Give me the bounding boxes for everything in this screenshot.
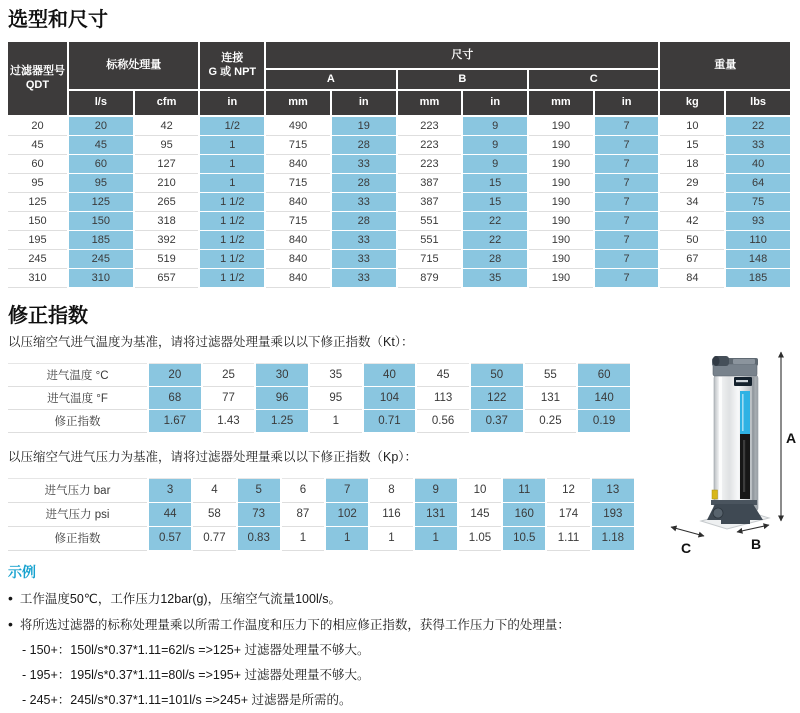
cell: 75 xyxy=(725,192,791,211)
cell: 7 xyxy=(594,116,660,136)
cell: 125 xyxy=(8,192,68,211)
cell: 33 xyxy=(331,249,397,268)
cell: 223 xyxy=(397,135,463,154)
cell: 33 xyxy=(725,135,791,154)
cell: 0.56 xyxy=(416,409,470,432)
cell: 1.11 xyxy=(546,526,590,550)
cell: 20 xyxy=(8,116,68,136)
cell: 7 xyxy=(594,154,660,173)
cell: 223 xyxy=(397,116,463,136)
cell: 490 xyxy=(265,116,331,136)
cell: 840 xyxy=(265,249,331,268)
cell: 0.25 xyxy=(524,409,578,432)
cell: 318 xyxy=(134,211,200,230)
cell: 28 xyxy=(331,211,397,230)
cell: 35 xyxy=(462,268,528,287)
cell: 190 xyxy=(528,268,594,287)
cell: 7 xyxy=(594,135,660,154)
cell: 1 xyxy=(199,154,265,173)
cell: 551 xyxy=(397,230,463,249)
cell: 58 xyxy=(192,502,236,526)
cell: 387 xyxy=(397,192,463,211)
cell: 15 xyxy=(462,192,528,211)
cell: 1 1/2 xyxy=(199,268,265,287)
table-row xyxy=(8,192,791,211)
cell: 0.83 xyxy=(237,526,281,550)
cell: 34 xyxy=(659,192,725,211)
cell: 879 xyxy=(397,268,463,287)
cell: 95 xyxy=(68,173,134,192)
unit-header: mm xyxy=(528,90,594,116)
example-case: - 195+：195l/s*0.37*1.11=80l/s =>195+ 过滤器处理量不够大。 xyxy=(22,667,370,682)
cell: 210 xyxy=(134,173,200,192)
cell: 18 xyxy=(659,154,725,173)
table-row xyxy=(8,478,635,502)
cell: 840 xyxy=(265,192,331,211)
cell: 9 xyxy=(462,116,528,136)
unit-header: cfm xyxy=(134,90,200,116)
cell: 150 xyxy=(68,211,134,230)
kt-intro-text: 以压缩空气进气温度为基准，请将过滤器处理量乘以以下修正指数（Kt）： xyxy=(8,334,414,349)
table-row xyxy=(8,249,791,268)
table-row xyxy=(8,154,791,173)
cell: 657 xyxy=(134,268,200,287)
table-row xyxy=(8,386,631,409)
blue-label-strip xyxy=(740,391,750,434)
example-case: - 245+：245l/s*0.37*1.11=101l/s =>245+ 过滤器是所需的。 xyxy=(22,692,352,707)
unit-header: in xyxy=(199,90,265,116)
cell: 22 xyxy=(725,116,791,136)
cell: 1 xyxy=(325,526,369,550)
cell: 7 xyxy=(594,268,660,287)
cell: 1.67 xyxy=(148,409,202,432)
cell: 60 xyxy=(8,154,68,173)
cell: 1.18 xyxy=(591,526,635,550)
cell: 190 xyxy=(528,249,594,268)
cell: 9 xyxy=(462,135,528,154)
cell: 19 xyxy=(331,116,397,136)
cell: 67 xyxy=(659,249,725,268)
cell: 840 xyxy=(265,230,331,249)
cell: 840 xyxy=(265,268,331,287)
cell: 84 xyxy=(659,268,725,287)
cell: 28 xyxy=(331,135,397,154)
header-weight: 重量 xyxy=(659,42,791,90)
unit-header: in xyxy=(331,90,397,116)
cell: 1 xyxy=(309,409,363,432)
unit-header: mm xyxy=(397,90,463,116)
cell: 50 xyxy=(659,230,725,249)
cell: 131 xyxy=(414,502,458,526)
cell: 160 xyxy=(502,502,546,526)
cell: 30 xyxy=(255,363,309,386)
table-row xyxy=(8,230,791,249)
cell: 193 xyxy=(591,502,635,526)
cell: 223 xyxy=(397,154,463,173)
cell: 6 xyxy=(281,478,325,502)
dim-label-a: A xyxy=(786,430,797,446)
cell: 40 xyxy=(363,363,417,386)
cell: 44 xyxy=(148,502,192,526)
cell: 245 xyxy=(68,249,134,268)
row-label: 修正指数 xyxy=(8,409,148,432)
cell: 185 xyxy=(725,268,791,287)
unit-header: in xyxy=(594,90,660,116)
header-dim-c: C xyxy=(528,69,659,90)
cell: 8 xyxy=(369,478,413,502)
cell: 102 xyxy=(325,502,369,526)
unit-header: mm xyxy=(265,90,331,116)
cell: 7 xyxy=(594,249,660,268)
cell: 140 xyxy=(577,386,631,409)
cell: 95 xyxy=(309,386,363,409)
cell: 45 xyxy=(8,135,68,154)
row-label: 进气温度 °F xyxy=(8,386,148,409)
filter-tower xyxy=(707,356,763,524)
header-dim-b: B xyxy=(397,69,528,90)
example-title: 示例 xyxy=(8,563,36,580)
cell: 113 xyxy=(416,386,470,409)
cell: 127 xyxy=(134,154,200,173)
cell: 96 xyxy=(255,386,309,409)
cell: 13 xyxy=(591,478,635,502)
cell: 0.77 xyxy=(192,526,236,550)
header-capacity: 标称处理量 xyxy=(68,42,199,90)
cell: 145 xyxy=(458,502,502,526)
cell: 50 xyxy=(470,363,524,386)
cell: 1 1/2 xyxy=(199,230,265,249)
cell: 33 xyxy=(331,230,397,249)
cell: 22 xyxy=(462,211,528,230)
table-row xyxy=(8,116,791,136)
cell: 3 xyxy=(148,478,192,502)
cell: 95 xyxy=(8,173,68,192)
cell: 11 xyxy=(502,478,546,502)
row-label: 修正指数 xyxy=(8,526,148,550)
cell: 190 xyxy=(528,116,594,136)
cell: 10 xyxy=(458,478,502,502)
cell: 1 1/2 xyxy=(199,211,265,230)
cell: 190 xyxy=(528,154,594,173)
cell: 392 xyxy=(134,230,200,249)
cell: 10.5 xyxy=(502,526,546,550)
page-title: 选型和尺寸 xyxy=(8,9,108,31)
cell: 715 xyxy=(265,173,331,192)
cell: 245 xyxy=(8,249,68,268)
cell: 125 xyxy=(68,192,134,211)
cell: 1 xyxy=(369,526,413,550)
table-row xyxy=(8,211,791,230)
cell: 148 xyxy=(725,249,791,268)
cell: 1 xyxy=(199,135,265,154)
cell: 95 xyxy=(134,135,200,154)
cell: 310 xyxy=(8,268,68,287)
cell: 15 xyxy=(462,173,528,192)
cell: 116 xyxy=(369,502,413,526)
cell: 1/2 xyxy=(199,116,265,136)
cell: 12 xyxy=(546,478,590,502)
cell: 40 xyxy=(725,154,791,173)
cell: 122 xyxy=(470,386,524,409)
cell: 1.05 xyxy=(458,526,502,550)
cell: 190 xyxy=(528,173,594,192)
cell: 20 xyxy=(68,116,134,136)
selection-table xyxy=(8,42,792,288)
row-label: 进气压力 psi xyxy=(8,502,148,526)
cell: 7 xyxy=(594,211,660,230)
cell: 1.25 xyxy=(255,409,309,432)
cell: 0.19 xyxy=(577,409,631,432)
cell: 1 xyxy=(414,526,458,550)
kp-table xyxy=(8,478,636,551)
example-bullet: • 工作温度50℃，工作压力12bar(g)，压缩空气流量100l/s。 xyxy=(8,589,341,606)
cell: 840 xyxy=(265,154,331,173)
units-row xyxy=(8,90,791,116)
cell: 22 xyxy=(462,230,528,249)
cell: 33 xyxy=(331,268,397,287)
cell: 195 xyxy=(8,230,68,249)
cell: 1 xyxy=(199,173,265,192)
cell: 185 xyxy=(68,230,134,249)
cell: 29 xyxy=(659,173,725,192)
cell: 1 1/2 xyxy=(199,249,265,268)
cell: 190 xyxy=(528,192,594,211)
table-row xyxy=(8,502,635,526)
cell: 33 xyxy=(331,192,397,211)
cell: 73 xyxy=(237,502,281,526)
table-row xyxy=(8,526,635,550)
product-figure xyxy=(655,344,800,579)
kp-intro-text: 以压缩空气进气压力为基准，请将过滤器处理量乘以以下修正指数（Kp）： xyxy=(8,449,418,464)
example-bullet: • 将所选过滤器的标称处理量乘以所需工作温度和压力下的相应修正指数，获得工作压力下的处理量： xyxy=(8,615,570,632)
cell: 174 xyxy=(546,502,590,526)
cell: 42 xyxy=(659,211,725,230)
cell: 7 xyxy=(594,173,660,192)
cell: 7 xyxy=(594,230,660,249)
cell: 0.37 xyxy=(470,409,524,432)
table-row xyxy=(8,409,631,432)
dim-label-b: B xyxy=(751,536,762,552)
unit-header: in xyxy=(462,90,528,116)
header-dim-a: A xyxy=(265,69,396,90)
cell: 1 1/2 xyxy=(199,192,265,211)
cell: 9 xyxy=(462,154,528,173)
cell: 110 xyxy=(725,230,791,249)
unit-header: l/s xyxy=(68,90,134,116)
header-model: 过滤器型号 QDT xyxy=(8,42,68,116)
table-row xyxy=(8,135,791,154)
cell: 1.43 xyxy=(202,409,256,432)
cell: 104 xyxy=(363,386,417,409)
cell: 35 xyxy=(309,363,363,386)
cell: 131 xyxy=(524,386,578,409)
cell: 45 xyxy=(68,135,134,154)
cell: 93 xyxy=(725,211,791,230)
cell: 1 xyxy=(281,526,325,550)
cell: 25 xyxy=(202,363,256,386)
cell: 265 xyxy=(134,192,200,211)
bullet-icon: • xyxy=(8,589,13,606)
header-connection: 连接 G 或 NPT xyxy=(199,42,265,90)
cell: 190 xyxy=(528,135,594,154)
cell: 64 xyxy=(725,173,791,192)
table-row xyxy=(8,173,791,192)
cell: 7 xyxy=(325,478,369,502)
cell: 42 xyxy=(134,116,200,136)
example-case: - 150+：150l/s*0.37*1.11=62l/s =>125+ 过滤器处理量不够大。 xyxy=(22,642,370,657)
cell: 190 xyxy=(528,230,594,249)
cell: 15 xyxy=(659,135,725,154)
cell: 9 xyxy=(414,478,458,502)
cell: 0.57 xyxy=(148,526,192,550)
table-row xyxy=(8,363,631,386)
kt-table xyxy=(8,363,632,433)
cell: 190 xyxy=(528,211,594,230)
cell: 519 xyxy=(134,249,200,268)
cell: 55 xyxy=(524,363,578,386)
correction-section-title: 修正指数 xyxy=(8,304,88,327)
row-label: 进气压力 bar xyxy=(8,478,148,502)
row-label: 进气温度 °C xyxy=(8,363,148,386)
cell: 87 xyxy=(281,502,325,526)
cell: 60 xyxy=(577,363,631,386)
cell: 0.71 xyxy=(363,409,417,432)
cell: 715 xyxy=(397,249,463,268)
cell: 60 xyxy=(68,154,134,173)
cell: 28 xyxy=(331,173,397,192)
cell: 5 xyxy=(237,478,281,502)
dim-label-c: C xyxy=(681,540,692,556)
cell: 33 xyxy=(331,154,397,173)
cell: 715 xyxy=(265,135,331,154)
unit-header: lbs xyxy=(725,90,791,116)
cell: 10 xyxy=(659,116,725,136)
cell: 387 xyxy=(397,173,463,192)
bullet-icon: • xyxy=(8,615,13,632)
cell: 68 xyxy=(148,386,202,409)
header-dimensions: 尺寸 xyxy=(265,42,659,69)
cell: 77 xyxy=(202,386,256,409)
cell: 28 xyxy=(462,249,528,268)
unit-header: kg xyxy=(659,90,725,116)
cell: 45 xyxy=(416,363,470,386)
cell: 551 xyxy=(397,211,463,230)
cell: 20 xyxy=(148,363,202,386)
cell: 150 xyxy=(8,211,68,230)
cell: 310 xyxy=(68,268,134,287)
table-row xyxy=(8,268,791,287)
cell: 715 xyxy=(265,211,331,230)
cell: 4 xyxy=(192,478,236,502)
cell: 7 xyxy=(594,192,660,211)
